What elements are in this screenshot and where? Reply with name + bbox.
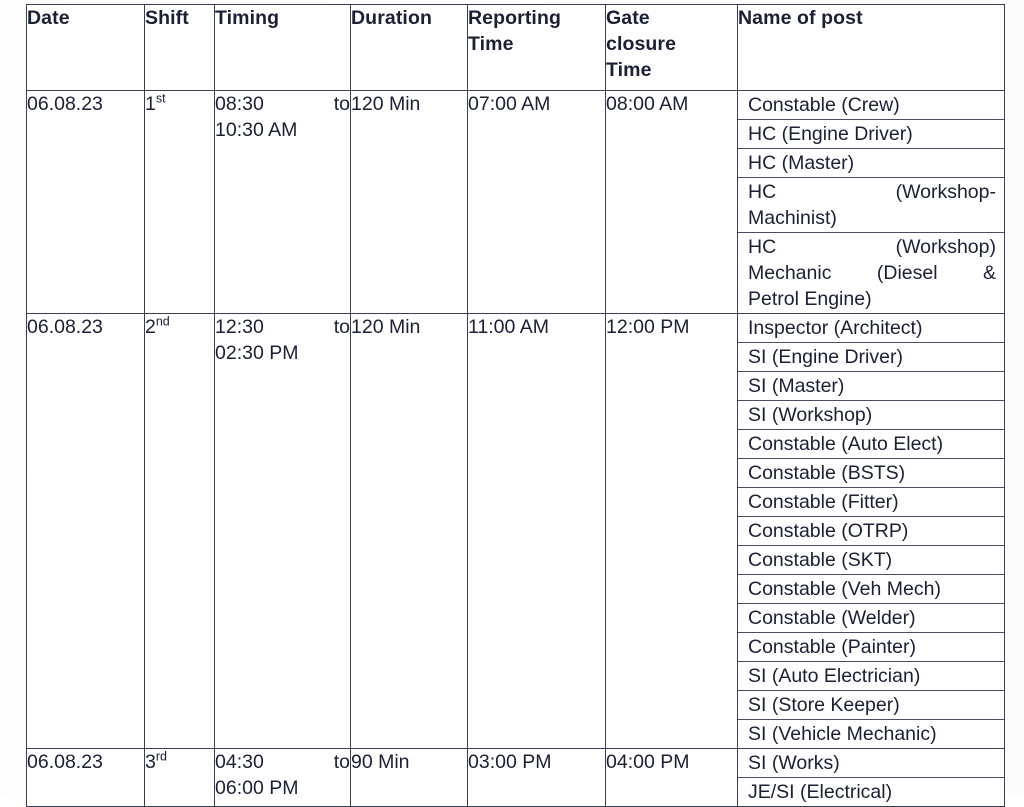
list-item: Constable (SKT)	[738, 546, 1004, 575]
shift-number: 1	[145, 93, 156, 115]
cell-timing	[215, 91, 351, 314]
post-text-left: HC	[748, 236, 777, 258]
post-text-mid: (Diesel	[876, 262, 938, 284]
shift-ordinal-suffix: rd	[155, 749, 167, 764]
schedule-table-container	[26, 4, 1004, 807]
gate-closure-line-3: Time	[606, 59, 652, 81]
post-text-right: (Workshop-	[895, 181, 996, 203]
cell-shift	[145, 91, 215, 314]
column-header-date: Date	[27, 5, 145, 91]
cell-date: 06.08.23	[27, 749, 145, 807]
list-item: SI (Master)	[738, 372, 1004, 401]
list-item: SI (Store Keeper)	[738, 691, 1004, 720]
cell-gate-closure-time: 12:00 PM	[606, 314, 738, 749]
timing-end: 02:30 PM	[215, 342, 299, 364]
shift-ordinal-suffix: nd	[155, 314, 170, 329]
timing-start: 12:30	[215, 316, 264, 338]
column-header-reporting-time	[468, 5, 606, 91]
cell-duration: 120 Min	[351, 91, 468, 314]
timing-joiner: to	[333, 93, 350, 115]
post-line-2	[748, 260, 996, 286]
list-item: Inspector (Architect)	[738, 314, 1004, 343]
post-list	[738, 749, 1004, 806]
cell-date: 06.08.23	[27, 91, 145, 314]
shift-ordinal-suffix: st	[155, 91, 166, 106]
post-list	[738, 314, 1004, 748]
reporting-time-line-2: Time	[468, 33, 514, 55]
list-item	[738, 233, 1004, 313]
table-row	[27, 314, 1005, 749]
cell-duration: 120 Min	[351, 314, 468, 749]
post-line-3	[748, 286, 996, 312]
post-line-2	[748, 205, 996, 231]
list-item: Constable (Veh Mech)	[738, 575, 1004, 604]
timing-end: 10:30 AM	[215, 119, 298, 141]
shift-number: 2	[145, 316, 156, 338]
list-item: SI (Works)	[738, 749, 1004, 778]
timing-joiner: to	[333, 316, 350, 338]
list-item: SI (Workshop)	[738, 401, 1004, 430]
post-text-left: HC	[748, 181, 777, 203]
list-item: SI (Engine Driver)	[738, 343, 1004, 372]
shift-schedule-table	[26, 4, 1005, 807]
post-text-left: Mechanic	[748, 262, 832, 284]
list-item: SI (Vehicle Mechanic)	[748, 723, 937, 745]
list-item: Constable (Fitter)	[738, 488, 1004, 517]
cell-gate-closure-time: 08:00 AM	[606, 91, 738, 314]
list-item: JE/SI (Electrical)	[748, 781, 893, 803]
cell-reporting-time: 07:00 AM	[468, 91, 606, 314]
reporting-time-line-1: Reporting	[468, 7, 561, 29]
list-item: HC (Master)	[738, 149, 1004, 178]
post-text-left: Machinist)	[748, 207, 837, 229]
list-item: Constable (Painter)	[738, 633, 1004, 662]
post-line-1	[748, 179, 996, 205]
cell-reporting-time: 11:00 AM	[468, 314, 606, 749]
list-item: Constable (Crew)	[738, 91, 1004, 120]
timing-start: 08:30	[215, 93, 264, 115]
post-text-left: Petrol Engine)	[748, 288, 872, 310]
list-item: Constable (Welder)	[738, 604, 1004, 633]
list-item	[738, 178, 1004, 233]
column-header-timing: Timing	[215, 5, 351, 91]
cell-name-of-post	[738, 314, 1005, 749]
column-header-duration: Duration	[351, 5, 468, 91]
cell-timing	[215, 749, 351, 807]
gate-closure-line-2: closure	[606, 33, 677, 55]
list-item: HC (Engine Driver)	[738, 120, 1004, 149]
cell-gate-closure-time: 04:00 PM	[606, 749, 738, 807]
list-item: SI (Auto Electrician)	[738, 662, 1004, 691]
table-header-row	[27, 5, 1005, 91]
cell-name-of-post	[738, 749, 1005, 807]
cell-shift	[145, 314, 215, 749]
timing-end: 06:00 PM	[215, 777, 299, 799]
cell-timing	[215, 314, 351, 749]
gate-closure-line-1: Gate	[606, 7, 650, 29]
cell-reporting-time: 03:00 PM	[468, 749, 606, 807]
list-item: Constable (Auto Elect)	[738, 430, 1004, 459]
cell-duration: 90 Min	[351, 749, 468, 807]
cell-shift	[145, 749, 215, 807]
timing-line-1	[215, 749, 350, 775]
timing-start: 04:30	[215, 751, 264, 773]
timing-line-1	[215, 91, 350, 117]
post-text-right: &	[982, 262, 996, 284]
table-row	[27, 749, 1005, 807]
shift-number: 3	[145, 751, 156, 773]
post-text-right: (Workshop)	[895, 236, 996, 258]
list-item: Constable (BSTS)	[738, 459, 1004, 488]
cell-name-of-post	[738, 91, 1005, 314]
table-row	[27, 91, 1005, 314]
timing-joiner: to	[333, 751, 350, 773]
timing-line-1	[215, 314, 350, 340]
column-header-shift: Shift	[145, 5, 215, 91]
list-item: Constable (OTRP)	[738, 517, 1004, 546]
post-line-1	[748, 234, 996, 260]
cell-date: 06.08.23	[27, 314, 145, 749]
column-header-name-of-post: Name of post	[738, 5, 1005, 91]
post-list	[738, 91, 1004, 313]
column-header-gate-closure-time	[606, 5, 738, 91]
